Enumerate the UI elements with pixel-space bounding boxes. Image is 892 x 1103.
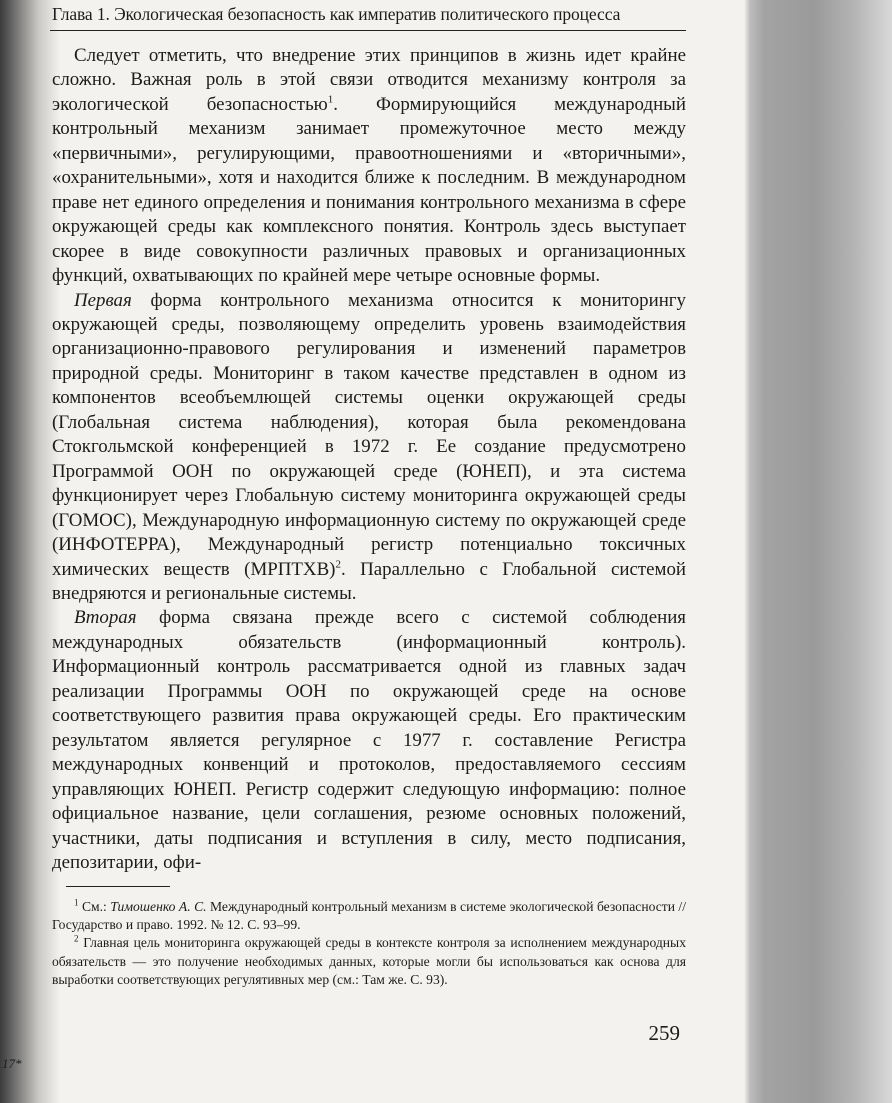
footnote-ref-1: 1 [327,93,334,106]
footnote-2 [52,934,686,989]
footnote-separator [66,886,170,887]
footnote-number: 2 [74,933,79,944]
page-fore-edge [744,0,892,1103]
paragraph-text: форма связана прежде всего с системой соблюдения международных обязательств (информационный контроль). Информационный контроль рассматривается одной из главных задач реализации Программы ООН по окружающей среде на основе соответствующего развития права окружающей среды. Его практическим результатом является регулярное с 1977 г. составление Регистра международных конвенций и протоколов, предоставляемого сессиям управляющих ЮНЕП. Регистр содержит следующую информацию: полное официальное название, цели соглашения, резюме основных положений, участники, даты подписания и вступления в силу, место подписания, депозитарии, офи- [52,607,686,873]
paragraph-text-tail: . Формирующийся международный контрольный механизм занимает промежуточное место между «первичными», регулирующими, правоотношениями и «вторичными», «охранительными», хотя и находится ближе к последним. В международном праве нет единого определения и понимания контрольного механизма в сфере окружающей среды как комплексного понятия. Контроль здесь выступает скорее в виде совокупности различных правовых и организационных функций, охватывающих по крайней мере четыре основные формы. [52,93,686,287]
printer-signature-mark: 17* [2,1056,22,1071]
footnotes [52,898,686,989]
book-page [40,0,686,1103]
footnote-text: Международный контрольный механизм в системе экологической безопасности // Государство и право. 1992. № 12. С. 93–99. [52,899,686,933]
paragraph-3 [52,606,686,875]
paragraph-2 [52,289,686,607]
paragraph-lead-word: Первая [74,289,132,311]
footnote-prefix: См.: [78,899,111,914]
footnote-number: 1 [74,897,79,908]
footnote-author: Тимошенко А. С. [110,899,207,914]
paragraph-1 [52,44,686,289]
paragraph-text: форма контрольного механизма относится к мониторингу окружающей среды, позволяющему определить уровень взаимодействия организационно-правового регулирования и изменений параметров природной среды. Мониторинг в таком качестве представлен в одном из компонентов всеобъемлющей системы оценки окружающей среды (Глобальная система наблюдения), которая была рекомендована Стокгольмской конференцией в 1972 г. Ее создание предусмотрено Программой ООН по окружающей среде (ЮНЕП), и эта система функционирует через Глобальную систему мониторинга окружающей среды (ГОМОС), Международную информационную систему по окружающей среде (ИНФОТЕРРА), Международный регистр потенциально токсичных химических веществ (МРПТХВ) [52,289,686,580]
footnote-text: Главная цель мониторинга окружающей среды в контексте контроля за исполнением международных обязательств — это получение необходимых данных, которые могли бы использоваться как основа для выработки соответствующих регулятивных мер (см.: Там же. С. 93). [52,935,686,987]
paragraph-lead-word: Вторая [74,607,137,629]
paragraph-text-tail: . Параллельно с Глобальной системой внедряются и региональные системы. [52,558,687,604]
running-head: Глава 1. Экологическая безопасность как императив политического процесса [52,4,621,24]
footnote-1 [52,898,686,934]
footnote-ref-2: 2 [335,558,341,571]
page-number: 259 [648,1021,680,1045]
running-head-rule [50,30,686,31]
paragraph-text: Следует отметить, что внедрение этих принципов в жизнь идет крайне сложно. Важная роль в этой связи отводится механизму контроля за экологической безопасностью [52,45,686,115]
main-text [52,44,686,875]
